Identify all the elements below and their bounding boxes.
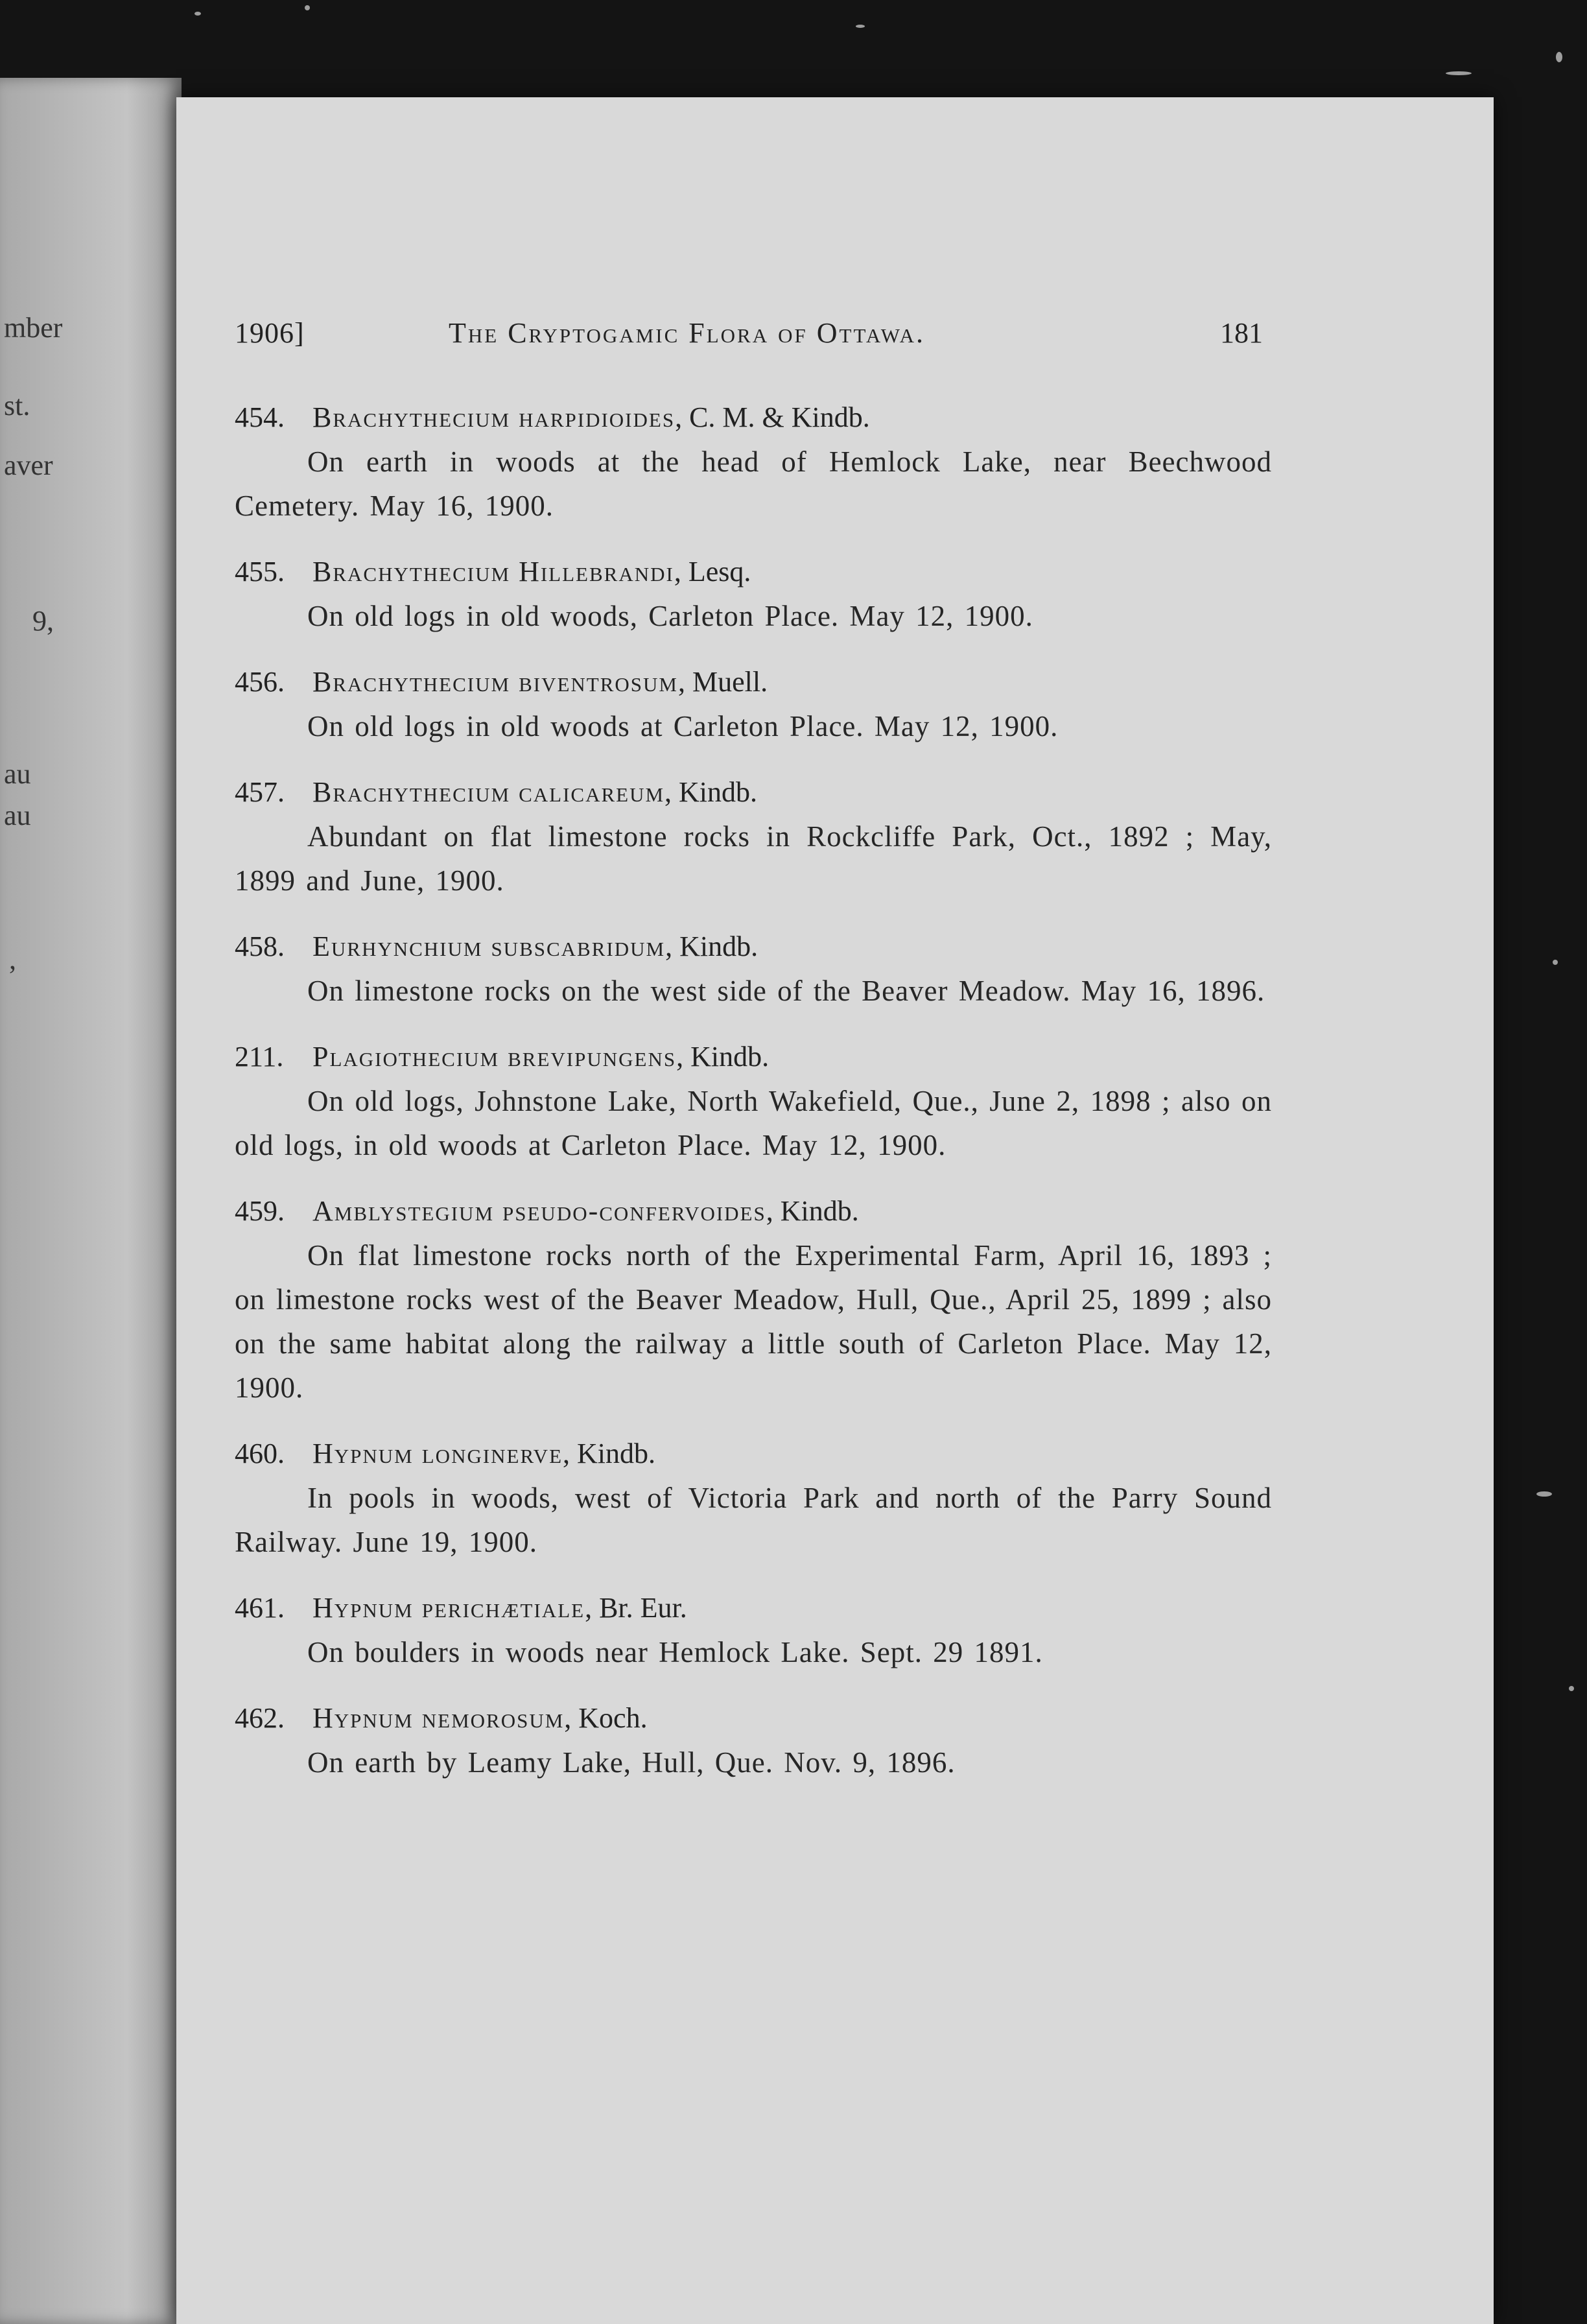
species-heading xyxy=(235,1035,1272,1079)
species-name: Brachythecium calicareum xyxy=(312,776,665,808)
scan-dust xyxy=(1553,960,1558,965)
species-entry xyxy=(235,1586,1272,1674)
species-authority: , Muell. xyxy=(677,666,768,698)
species-name: Plagiothecium brevipungens xyxy=(312,1041,677,1073)
species-number: 454. xyxy=(235,401,285,433)
species-number: 459. xyxy=(235,1195,285,1227)
species-locality: On old logs in old woods, Carleton Place. May 12, 1900. xyxy=(307,600,1033,632)
species-locality: In pools in woods, west of Victoria Park and north of the Parry Sound Railway. June 19, 1900. xyxy=(235,1482,1272,1558)
species-number: 211. xyxy=(235,1041,284,1073)
species-entry xyxy=(235,396,1272,528)
species-name: Amblystegium pseudo-confervoides xyxy=(312,1195,766,1227)
species-locality: On earth in woods at the head of Hemlock Lake, near Beechwood Cemetery. May 16, 1900. xyxy=(235,445,1272,522)
species-heading xyxy=(235,396,1272,440)
species-authority: , C. M. & Kindb. xyxy=(675,401,870,433)
species-name: Brachythecium biventrosum xyxy=(312,666,678,698)
species-authority: , Kindb. xyxy=(563,1438,656,1469)
scan-dust xyxy=(1556,52,1562,62)
species-locality: On boulders in woods near Hemlock Lake. Sept. 29 1891. xyxy=(307,1636,1043,1668)
left-adjacent-page xyxy=(0,78,182,2324)
scan-dust xyxy=(1536,1491,1552,1497)
species-number: 458. xyxy=(235,931,285,962)
species-entry xyxy=(235,1035,1272,1167)
species-heading xyxy=(235,1432,1272,1476)
left-page-fragment: st. xyxy=(4,390,30,421)
species-heading xyxy=(235,660,1272,704)
left-page-fragment: mber xyxy=(4,312,63,344)
species-heading xyxy=(235,1696,1272,1740)
scan-dust xyxy=(194,12,201,16)
species-heading xyxy=(235,925,1272,969)
species-authority: , Kindb. xyxy=(676,1041,770,1073)
species-authority: , Kindb. xyxy=(665,931,758,962)
page-number: 181 xyxy=(1220,317,1263,349)
species-number: 462. xyxy=(235,1702,285,1734)
species-entry xyxy=(235,1696,1272,1784)
species-entry xyxy=(235,770,1272,903)
species-name: Hypnum perichætiale xyxy=(312,1592,585,1624)
species-number: 455. xyxy=(235,556,285,587)
species-heading xyxy=(235,550,1272,594)
left-page-fragment: au xyxy=(4,800,31,831)
species-name: Brachythecium Hillebrandi xyxy=(312,556,674,587)
species-authority: , Kindb. xyxy=(766,1195,859,1227)
scan-dust xyxy=(856,25,865,28)
species-number: 457. xyxy=(235,776,285,808)
header-year: 1906] xyxy=(235,317,305,349)
species-name: Brachythecium harpidioides xyxy=(312,401,676,433)
species-name: Hypnum nemorosum xyxy=(312,1702,565,1734)
species-heading xyxy=(235,770,1272,814)
species-list xyxy=(235,396,1272,1807)
species-entry xyxy=(235,660,1272,748)
left-page-fragment: 9, xyxy=(32,605,54,637)
species-locality: Abundant on flat limestone rocks in Rockcliffe Park, Oct., 1892 ; May, 1899 and June, 1900. xyxy=(235,820,1272,897)
species-locality: On old logs, Johnstone Lake, North Wakefield, Que., June 2, 1898 ; also on old logs, in old woods at Carleton Place. May 12, 1900. xyxy=(235,1085,1272,1161)
species-name: Eurhynchium subscabridum xyxy=(312,931,666,962)
species-number: 456. xyxy=(235,666,285,698)
species-heading xyxy=(235,1586,1272,1630)
species-locality: On old logs in old woods at Carleton Place. May 12, 1900. xyxy=(307,710,1059,742)
species-authority: , Br. Eur. xyxy=(585,1592,687,1624)
species-entry xyxy=(235,1189,1272,1410)
species-locality: On flat limestone rocks north of the Experimental Farm, April 16, 1893 ; on limestone rocks west of the Beaver Meadow, Hull, Que., April 25, 1899 ; also on the same habitat along the railway a little south of Carleton Place. May 12, 1900. xyxy=(235,1239,1272,1404)
species-number: 460. xyxy=(235,1438,285,1469)
species-entry xyxy=(235,550,1272,638)
running-header xyxy=(235,316,1272,362)
species-entry xyxy=(235,925,1272,1013)
left-page-fragment: au xyxy=(4,758,31,790)
species-number: 461. xyxy=(235,1592,285,1624)
left-page-fragment: , xyxy=(9,943,16,975)
scan-dust xyxy=(1569,1686,1574,1691)
species-authority: , Lesq. xyxy=(674,556,751,587)
scan-dust xyxy=(1446,71,1472,75)
header-title: The Cryptogamic Flora of Ottawa. xyxy=(449,317,926,349)
left-page-fragment: aver xyxy=(4,449,53,481)
species-authority: , Koch. xyxy=(564,1702,648,1734)
species-locality: On earth by Leamy Lake, Hull, Que. Nov. 9, 1896. xyxy=(307,1746,956,1779)
species-entry xyxy=(235,1432,1272,1564)
species-name: Hypnum longinerve xyxy=(312,1438,563,1469)
scan-dust xyxy=(305,5,310,10)
species-locality: On limestone rocks on the west side of the Beaver Meadow. May 16, 1896. xyxy=(307,975,1265,1007)
species-authority: , Kindb. xyxy=(664,776,758,808)
species-heading xyxy=(235,1189,1272,1233)
